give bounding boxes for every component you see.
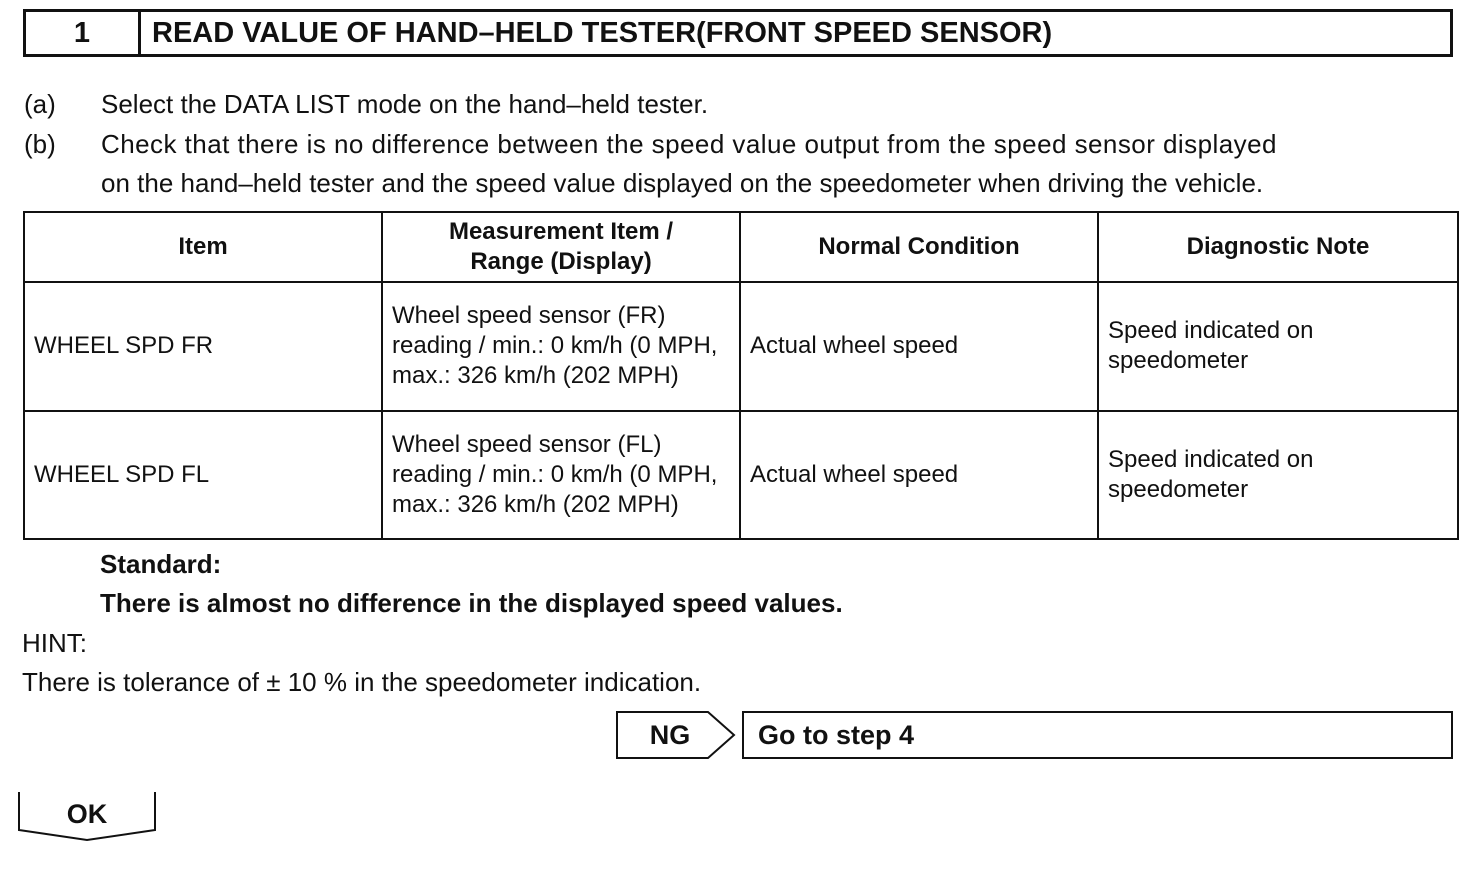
instruction-b-text-line2: on the hand–held tester and the speed value displayed on the speedometer when driving the vehicle. — [101, 168, 1264, 198]
table-row — [24, 411, 1458, 540]
ok-label: OK — [66, 798, 108, 829]
standard-label: Standard: — [100, 549, 222, 579]
ok-branch-box — [18, 790, 156, 842]
header-measurement-line1: Measurement Item / — [448, 218, 674, 245]
table-header-row — [24, 212, 1458, 282]
step-title: READ VALUE OF HAND–HELD TESTER(FRONT SPEED SENSOR) — [152, 16, 1053, 49]
ng-label: NG — [649, 719, 691, 750]
instruction-a-marker: (a) — [24, 89, 56, 119]
instruction-b-text-line1: Check that there is no difference between the speed value output from the speed sensor displayed — [101, 129, 1277, 159]
header-measurement — [382, 212, 740, 282]
cell-diagnostic-note: Speed indicated on speedometer — [1098, 411, 1458, 540]
cell-normal-condition: Actual wheel speed — [740, 411, 1098, 540]
goto-step-box — [742, 711, 1453, 759]
goto-step-label: Go to step 4 — [758, 719, 915, 750]
standard-text: There is almost no difference in the displayed speed values. — [100, 588, 843, 618]
cell-measurement: Wheel speed sensor (FL) reading / min.: 0 km/h (0 MPH, max.: 326 km/h (202 MPH) — [382, 411, 740, 540]
cell-item: WHEEL SPD FL — [24, 411, 382, 540]
hint-label: HINT: — [22, 628, 87, 658]
ng-branch-box — [616, 711, 736, 759]
data-list-table — [23, 211, 1459, 540]
instruction-b-marker: (b) — [24, 129, 56, 159]
header-normal-condition: Normal Condition — [740, 212, 1098, 282]
cell-normal-condition: Actual wheel speed — [740, 282, 1098, 411]
table-row — [24, 282, 1458, 411]
instruction-a-text: Select the DATA LIST mode on the hand–held tester. — [101, 89, 709, 119]
cell-item: WHEEL SPD FR — [24, 282, 382, 411]
hint-text: There is tolerance of ± 10 % in the speedometer indication. — [22, 667, 702, 697]
step-number: 1 — [26, 12, 141, 54]
cell-measurement: Wheel speed sensor (FR) reading / min.: 0 km/h (0 MPH, max.: 326 km/h (202 MPH) — [382, 282, 740, 411]
cell-diagnostic-note: Speed indicated on speedometer — [1098, 282, 1458, 411]
header-diagnostic-note: Diagnostic Note — [1098, 212, 1458, 282]
header-item: Item — [24, 212, 382, 282]
header-measurement-line2: Range (Display) — [470, 248, 652, 275]
step-header — [23, 9, 1453, 57]
